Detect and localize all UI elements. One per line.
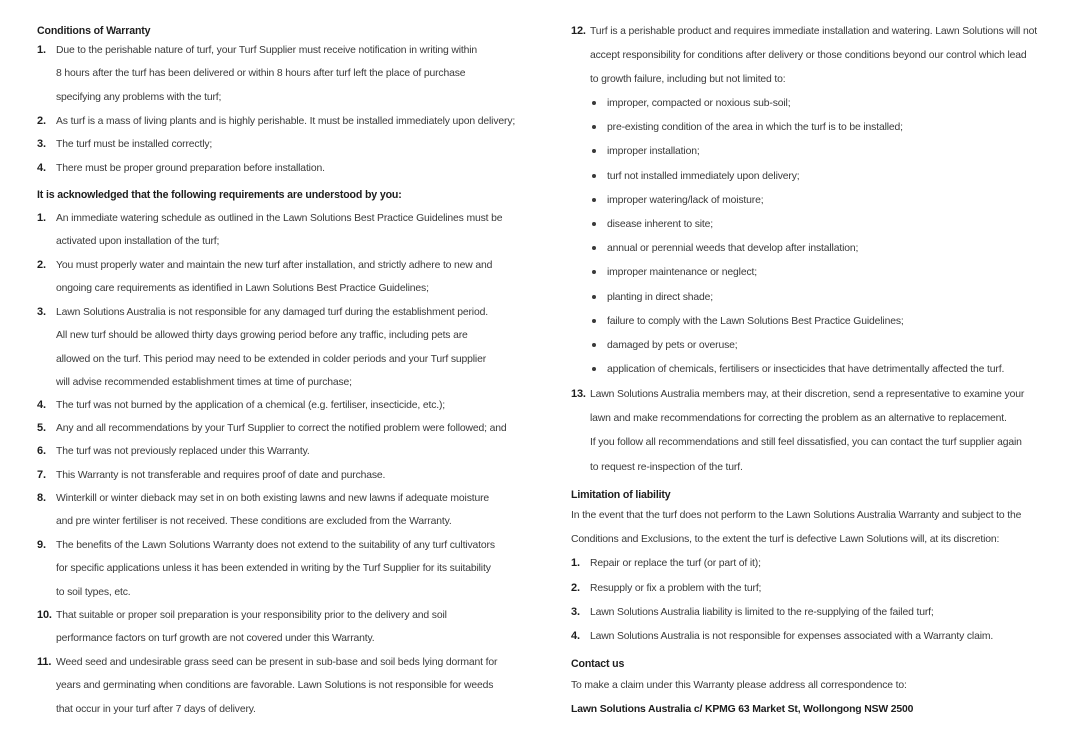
bullet-icon: [592, 101, 596, 105]
bullet-icon: [592, 295, 596, 299]
item-text-line: and pre winter fertiliser is not received. These conditions are excluded from the Warranty.: [56, 516, 452, 528]
failure-cause-text: disease inherent to site;: [607, 219, 713, 230]
item-number: 4.: [37, 399, 46, 411]
item-text-line: The benefits of the Lawn Solutions Warranty does not extend to the suitability of any turf cultivators: [56, 540, 495, 551]
item-number: 13.: [571, 388, 586, 400]
item-text-line: allowed on the turf. This period may need to be extended in colder periods and your Turf supplier: [56, 353, 487, 365]
failure-cause-text: failure to comply with the Lawn Solutions Best Practice Guidelines;: [607, 315, 904, 327]
item-text-line: 8 hours after the turf has been delivered or within 8 hours after turf left the place of purchase: [56, 68, 466, 80]
bullet-icon: [592, 125, 596, 129]
failure-cause-text: improper watering/lack of moisture;: [607, 194, 764, 206]
item-text-line: Lawn Solutions Australia is not responsible for any damaged turf during the establishment period.: [56, 307, 488, 318]
item-number: 3.: [37, 306, 46, 318]
item-text-line: that occur in your turf after 7 days of delivery.: [56, 703, 256, 715]
bullet-icon: [592, 343, 596, 347]
bullet-icon: [592, 270, 596, 274]
failure-cause-text: application of chemicals, fertilisers or insecticides that have detrimentally affected the turf.: [607, 364, 1005, 376]
item-text-line: That suitable or proper soil preparation is your responsibility prior to the delivery and soil: [56, 610, 447, 621]
item-text-line: This Warranty is not transferable and requires proof of date and purchase.: [56, 470, 386, 481]
failure-cause-text: planting in direct shade;: [607, 291, 714, 303]
item-text-line: performance factors on turf growth are not covered under this Warranty.: [56, 633, 375, 645]
item-text-line: There must be proper ground preparation before installation.: [56, 163, 325, 174]
item-text-line: Weed seed and undesirable grass seed can be present in sub-base and soil beds lying dormant for: [56, 657, 498, 668]
bullet-icon: [592, 149, 596, 153]
item-number: 1.: [37, 212, 46, 224]
item-number: 7.: [37, 469, 46, 481]
item-number: 11.: [37, 656, 52, 668]
item-number: 2.: [37, 115, 46, 127]
bullet-icon: [592, 319, 596, 323]
bullet-icon: [592, 246, 596, 250]
item-text-line: Winterkill or winter dieback may set in on both existing lawns and new lawns if adequate moisture: [56, 493, 490, 504]
requirements-heading: It is acknowledged that the following requirements are understood by you:: [37, 189, 402, 201]
item-text-line: Any and all recommendations by your Turf Supplier to correct the notified problem were followed; and: [56, 423, 507, 434]
liability-item-text: Lawn Solutions Australia liability is limited to the re-supplying of the failed turf;: [590, 607, 934, 618]
item-text-line: lawn and make recommendations for correcting the problem as an alternative to replacement.: [590, 413, 1007, 425]
failure-cause-text: pre-existing condition of the area in which the turf is to be installed;: [607, 122, 903, 134]
item-text-line: Due to the perishable nature of turf, your Turf Supplier must receive notification in writing within: [56, 45, 478, 56]
item-number: 1.: [37, 44, 46, 56]
item-text-line: to soil types, etc.: [56, 586, 131, 598]
bullet-icon: [592, 222, 596, 226]
liability-intro-line-1: In the event that the turf does not perform to the Lawn Solutions Australia Warranty and subject to the: [571, 510, 1022, 521]
item-text-line: An immediate watering schedule as outlined in the Lawn Solutions Best Practice Guidelines must be: [56, 213, 503, 224]
item-text-line: The turf was not previously replaced under this Warranty.: [56, 446, 310, 457]
bullet-icon: [592, 198, 596, 202]
item-number: 5.: [37, 422, 46, 434]
item-number: 2.: [571, 582, 580, 594]
conditions-heading: Conditions of Warranty: [37, 25, 151, 37]
item-text-line: As turf is a mass of living plants and is highly perishable. It must be installed immediately upon delivery;: [56, 116, 516, 127]
item-text-line: If you follow all recommendations and still feel dissatisfied, you can contact the turf supplier again: [590, 437, 1022, 449]
item-number: 6.: [37, 445, 46, 457]
failure-cause-text: damaged by pets or overuse;: [607, 340, 738, 351]
bullet-icon: [592, 367, 596, 371]
liability-item-text: Lawn Solutions Australia is not responsible for expenses associated with a Warranty claim.: [590, 631, 994, 642]
item-text-line: years and germinating when conditions are favorable. Lawn Solutions is not responsible for weeds: [56, 680, 494, 692]
liability-item-text: Repair or replace the turf (or part of it);: [590, 558, 761, 569]
liability-heading: Limitation of liability: [571, 489, 671, 501]
item-text-line: Lawn Solutions Australia members may, at their discretion, send a representative to examine your: [590, 389, 1025, 400]
failure-cause-text: improper installation;: [607, 146, 700, 158]
item-text-line: All new turf should be allowed thirty days growing period before any traffic, including pets are: [56, 330, 468, 342]
item-text-line: activated upon installation of the turf;: [56, 236, 220, 248]
item-text-line: to request re-inspection of the turf.: [590, 461, 743, 473]
liability-item-text: Resupply or fix a problem with the turf;: [590, 583, 762, 594]
item-number: 3.: [37, 138, 46, 150]
item-number: 3.: [571, 606, 580, 618]
failure-cause-text: improper, compacted or noxious sub-soil;: [607, 98, 791, 109]
item-text-line: The turf was not burned by the application of a chemical (e.g. fertiliser, insecticide, etc.);: [56, 400, 446, 411]
contact-address: Lawn Solutions Australia c/ KPMG 63 Market St, Wollongong NSW 2500: [571, 704, 914, 715]
failure-cause-text: turf not installed immediately upon delivery;: [607, 170, 800, 182]
item-number: 4.: [571, 630, 580, 642]
bullet-icon: [592, 174, 596, 178]
item-text-line: specifying any problems with the turf;: [56, 91, 222, 103]
item-number: 8.: [37, 492, 46, 504]
item-number: 2.: [37, 259, 46, 271]
contact-text: To make a claim under this Warranty please address all correspondence to:: [571, 680, 907, 691]
failure-cause-text: improper maintenance or neglect;: [607, 267, 757, 279]
item-text-line: accept responsibility for conditions after delivery or those conditions beyond our control which lead: [590, 50, 1027, 62]
item-number: 1.: [571, 557, 580, 569]
item-text-line: for specific applications unless it has been extended in writing by the Turf Supplier for its suitability: [56, 563, 491, 575]
item-number: 9.: [37, 539, 46, 551]
liability-intro-line-2: Conditions and Exclusions, to the extent the turf is defective Lawn Solutions will, at its discretion:: [571, 534, 1000, 545]
failure-cause-text: annual or perennial weeds that develop after installation;: [607, 243, 859, 255]
item-number: 4.: [37, 162, 46, 174]
item-text-line: The turf must be installed correctly;: [56, 139, 213, 150]
item-number: 10.: [37, 609, 52, 621]
item-text-line: Turf is a perishable product and requires immediate installation and watering. Lawn Solutions will not: [590, 26, 1037, 37]
item-text-line: will advise recommended establishment times at time of purchase;: [56, 377, 352, 389]
contact-heading: Contact us: [571, 658, 625, 670]
item-text-line: to growth failure, including but not limited to:: [590, 74, 786, 86]
item-text-line: You must properly water and maintain the new turf after installation, and strictly adhere to new and: [56, 260, 493, 271]
item-number: 12.: [571, 25, 586, 37]
item-text-line: ongoing care requirements as identified in Lawn Solutions Best Practice Guidelines;: [56, 283, 429, 295]
